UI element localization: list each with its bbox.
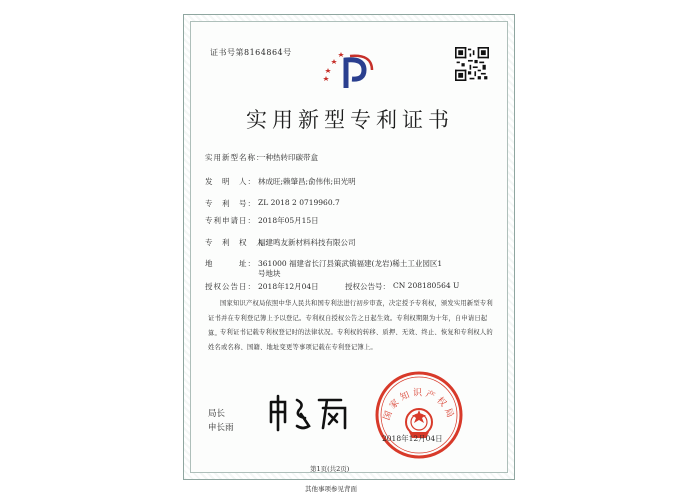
field-value-address: 361000 福建省长汀县策武镇福建(龙岩)稀土工业园区1 [258,259,443,268]
certificate-title: 实用新型专利证书 [246,108,454,132]
field-label-patentee: 专 利 权 人： [205,238,273,247]
seal-date: 2018年12月04日 [382,434,443,443]
field-value-inventors: 林成旺;赖肇昌;俞伟伟;田光明 [258,177,356,186]
field-value-patentee: 福建鸣友新材料科技有限公司 [258,238,356,247]
body-paragraph-2: 专利证书记载专利权登记时的法律状况。专利权的转移、质押、无效、终止、恢复和专利权人的姓名或名称、国籍、地址变更等事项记载在专利登记簿上。 [208,329,493,351]
field-label-inventors: 发 明 人： [205,177,256,186]
body-paragraph-1: 国家知识产权局依照中华人民共和国专利法进行初步审查，决定授予专利权，颁发实用新型专利证书并在专利登记簿上予以登记。专利权自授权公告之日起生效。专利权期限为十年，自申请日起算。 [208,300,493,337]
field-value-filing-date: 2018年05月15日 [258,216,319,225]
field-value-name: 一种热转印碳带盒 [258,153,318,162]
field-value-address-line2: 号地块 [258,269,281,278]
page-indicator: 第1页(共2页) [310,465,350,473]
field-label-grant-number: 授权公告号： [345,282,390,291]
back-note: 其他事项参见背面 [305,485,357,493]
director-title: 局长 [208,409,226,419]
director-signature [265,392,360,434]
qr-code-icon [455,47,489,81]
svg-text:国家知识产权局: 国家知识产权局 [382,388,456,422]
field-label-name: 实用新型名称： [205,153,265,162]
field-label-patent-number: 专 利 号： [205,199,256,208]
field-value-grant-date: 2018年12月04日 [258,282,319,291]
director-name: 申长雨 [208,423,234,433]
field-label-filing-date: 专利申请日： [205,216,256,225]
field-value-grant-number: CN 208180564 U [393,281,460,290]
official-seal-icon [374,370,464,460]
field-value-patent-number: ZL 2018 2 0719960.7 [258,198,340,207]
field-label-address: 地 址： [205,259,256,268]
field-label-grant-date: 授权公告日： [205,282,256,291]
certificate-number: 证书号第8164864号 [210,48,292,57]
patent-office-logo-icon [320,48,378,92]
